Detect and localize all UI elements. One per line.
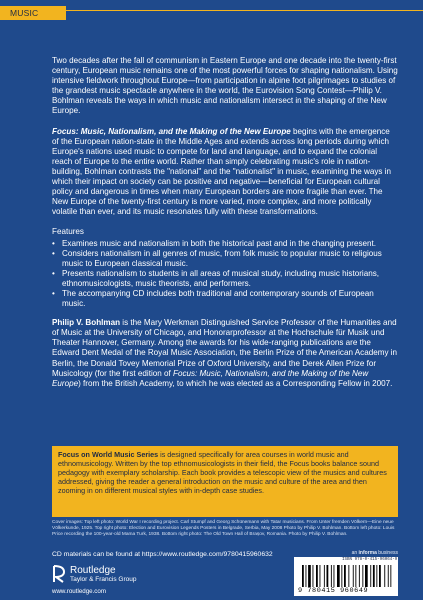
feature-item: • The accompanying CD includes both traditional and contemporary sounds of European music. xyxy=(60,289,398,309)
feature-item: • Presents nationalism to students in all areas of musical study, including music historians, ethnomusicologists, music theorists, and performers. xyxy=(60,269,398,289)
back-cover-blurb xyxy=(52,56,398,399)
feature-item: • Considers nationalism in all genres of music, from folk music to popular music to religious music to European classical music. xyxy=(60,249,398,269)
author-bio-text-1: is the Mary Werkman Distinguished Service Professor of the Humanities and of Music at the University of Chicago, and Honorarprofessor at the Hochschule für Musik und Theater Hannover, Germany. Among the awards for his wide-ranging publications are the Edward Dent Medal of the Royal Music Association, the Berlin Prize of the American Academy in Berlin, the Donald Tovey Memorial Prize of Oxford University, and the Derek Allen Prize for Musicology (for the first edition of xyxy=(52,318,398,378)
author-bio-text-2: ) from the British Academy, to which he was elected as a Corresponding Fellow in 2007. xyxy=(78,378,393,388)
isbn-barcode xyxy=(294,557,398,596)
author-bio-book-title: Focus: Music, Nationalism, and the Making of the New Europe xyxy=(52,368,369,388)
informa-business-mark xyxy=(352,550,398,556)
publisher-url[interactable]: www.routledge.com xyxy=(52,588,106,595)
intro-paragraph: Two decades after the fall of communism in Eastern Europe and one decade into the twenty-first century, European music remains one of the most powerful forces for shaping nationalism. Using intensive fieldwork throughout Europe—from participation in alpine foot pilgrimages to studies of the grandest music spectacle anywhere in the world, the Eurovision Song Contest—Philip V. Bohlman reveals the ways in which music and nationalism intersect in the shaping of the New Europe. xyxy=(52,56,398,116)
routledge-logo-icon xyxy=(52,565,66,583)
publisher-name: Routledge xyxy=(70,565,116,576)
publisher-block xyxy=(52,565,202,595)
informa-brand: informa xyxy=(358,550,377,556)
ean-digits: 9 780415 960649 xyxy=(298,587,369,595)
description-text: begins with the emergence of the European nation-state in the Middle Ages and extends across long periods during which Europe's nations used music to compete for land and language, and to expand the colonial reach of Europe to the entire world. Rather than simply celebrating music's role in nation-building, Bohlman contrasts the "national" and the "nationalist" in music, examining the ways in which their impact on society can be positive and negative—beneficial for European cultural policy and dangerous in times when many European borders are more fragile than ever. The New Europe of the twenty-first century is more varied, more complex, and more politically volatile than ever, and its music resonates fully with these transformations. xyxy=(52,126,392,217)
isbn-text: ISBN 978-0-415-96064-9 xyxy=(342,558,398,562)
barcode-block xyxy=(294,550,398,596)
author-bio xyxy=(52,318,398,389)
feature-item: • Examines music and nationalism in both the historical past and in the changing present. xyxy=(60,239,398,249)
series-description-box xyxy=(52,446,398,517)
informa-suffix: business xyxy=(376,550,398,556)
cover-image-credits: Cover images: Top left photo: World War I recording project. Carl Stumpf and Georg Schünemann with Tatar musicians. From Unter fremden Völkern—Eine neue Völkerkunde, 1925. Top right photo: Election and Eurovision Legends Posters in Belgrade, Serbia, May 2008 Photo by Philip V. Bohlman. Bottom left photo: Louis Price recording the 100-year-old Mama Turk, 1938. Bottom right photo: The Old Town Hall of Brașov, Romania. Photo by Philip V. Bohlman. xyxy=(52,520,395,537)
author-name: Philip V. Bohlman xyxy=(52,318,121,328)
genre-tag: MUSIC xyxy=(0,6,66,20)
book-title: Focus: Music, Nationalism, and the Making of the New Europe xyxy=(52,126,291,136)
informa-prefix: an xyxy=(351,550,359,556)
publisher-subtitle: Taylor & Francis Group xyxy=(70,576,137,583)
cd-materials-note: CD materials can be found at https://www.routledge.com/9780415960632 xyxy=(52,551,273,558)
features-heading: Features xyxy=(52,227,84,237)
description-paragraph xyxy=(52,127,398,218)
series-name: Focus on World Music Series xyxy=(58,450,159,459)
features-list xyxy=(52,239,398,310)
series-text: is designed specifically for area courses in world music and ethnomusicology. Written by the top ethnomusicologists in their field, the Focus books balance sound pedagogy with exemplary scholarship. Each book provides a telescopic view of the musics and cultures addressed, giving the reader a general introduction on the music and culture of the area and then zooming in on different musical styles with in-depth case studies. xyxy=(58,450,387,496)
